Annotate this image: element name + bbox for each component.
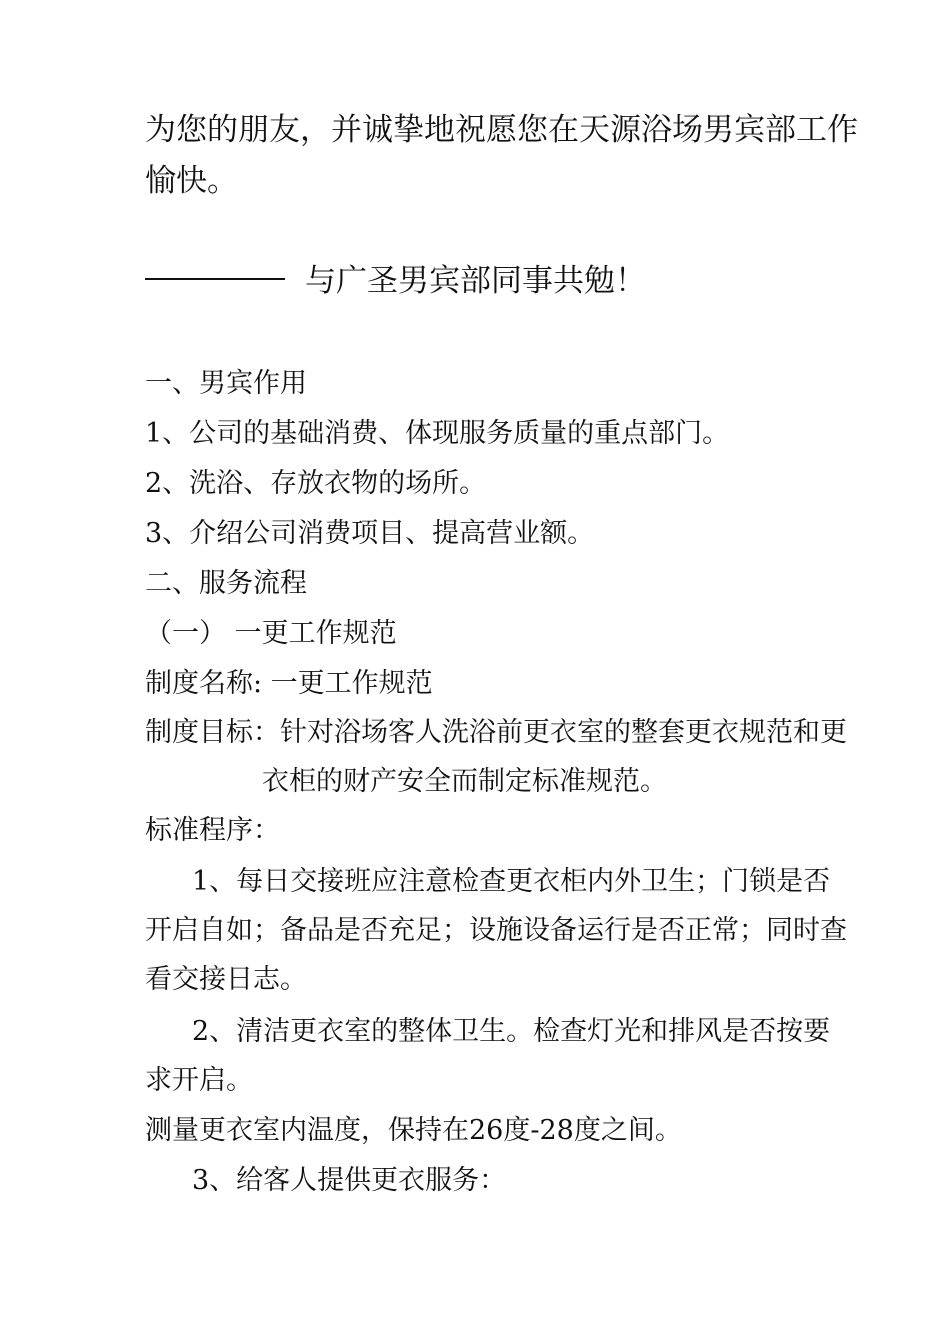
step-1-line-3: 看交接日志。 xyxy=(145,964,307,995)
section-heading-1: 一、男宾作用 xyxy=(145,368,307,399)
list-item: 2、洗浴、存放衣物的场所。 xyxy=(145,468,487,499)
list-item: 3、介绍公司消费项目、提高营业额。 xyxy=(145,518,595,549)
dash-rule xyxy=(145,278,285,280)
temperature-line: 测量更衣室内温度，保持在26度-28度之间。 xyxy=(145,1115,682,1146)
step-2-line-2: 求开启。 xyxy=(145,1065,253,1096)
intro-line-2: 愉快。 xyxy=(145,163,238,199)
motto-line xyxy=(145,263,646,299)
sub-heading: （一） 一更工作规范 xyxy=(145,618,397,649)
procedure-label: 标准程序： xyxy=(145,815,280,846)
motto-text: 与广圣男宾部同事共勉！ xyxy=(305,263,646,299)
list-item: 1、公司的基础消费、体现服务质量的重点部门。 xyxy=(145,418,730,449)
rule-goal-line-1: 制度目标：针对浴场客人洗浴前更衣室的整套更衣规范和更 xyxy=(145,717,847,748)
step-1-line-2: 开启自如；备品是否充足；设施设备运行是否正常；同时查 xyxy=(145,915,847,946)
intro-line-1: 为您的朋友，并诚挚地祝愿您在天源浴场男宾部工作 xyxy=(145,112,858,148)
rule-goal-line-2: 衣柜的财产安全而制定标准规范。 xyxy=(262,766,667,797)
section-heading-2: 二、服务流程 xyxy=(145,568,307,599)
step-1-line-1: 1、每日交接班应注意检查更衣柜内外卫生；门锁是否 xyxy=(192,866,831,897)
rule-name-line: 制度名称: 一更工作规范 xyxy=(145,668,433,699)
step-2-line-1: 2、清洁更衣室的整体卫生。检查灯光和排风是否按要 xyxy=(192,1016,831,1047)
step-3-line-1: 3、给客人提供更衣服务： xyxy=(192,1165,507,1196)
